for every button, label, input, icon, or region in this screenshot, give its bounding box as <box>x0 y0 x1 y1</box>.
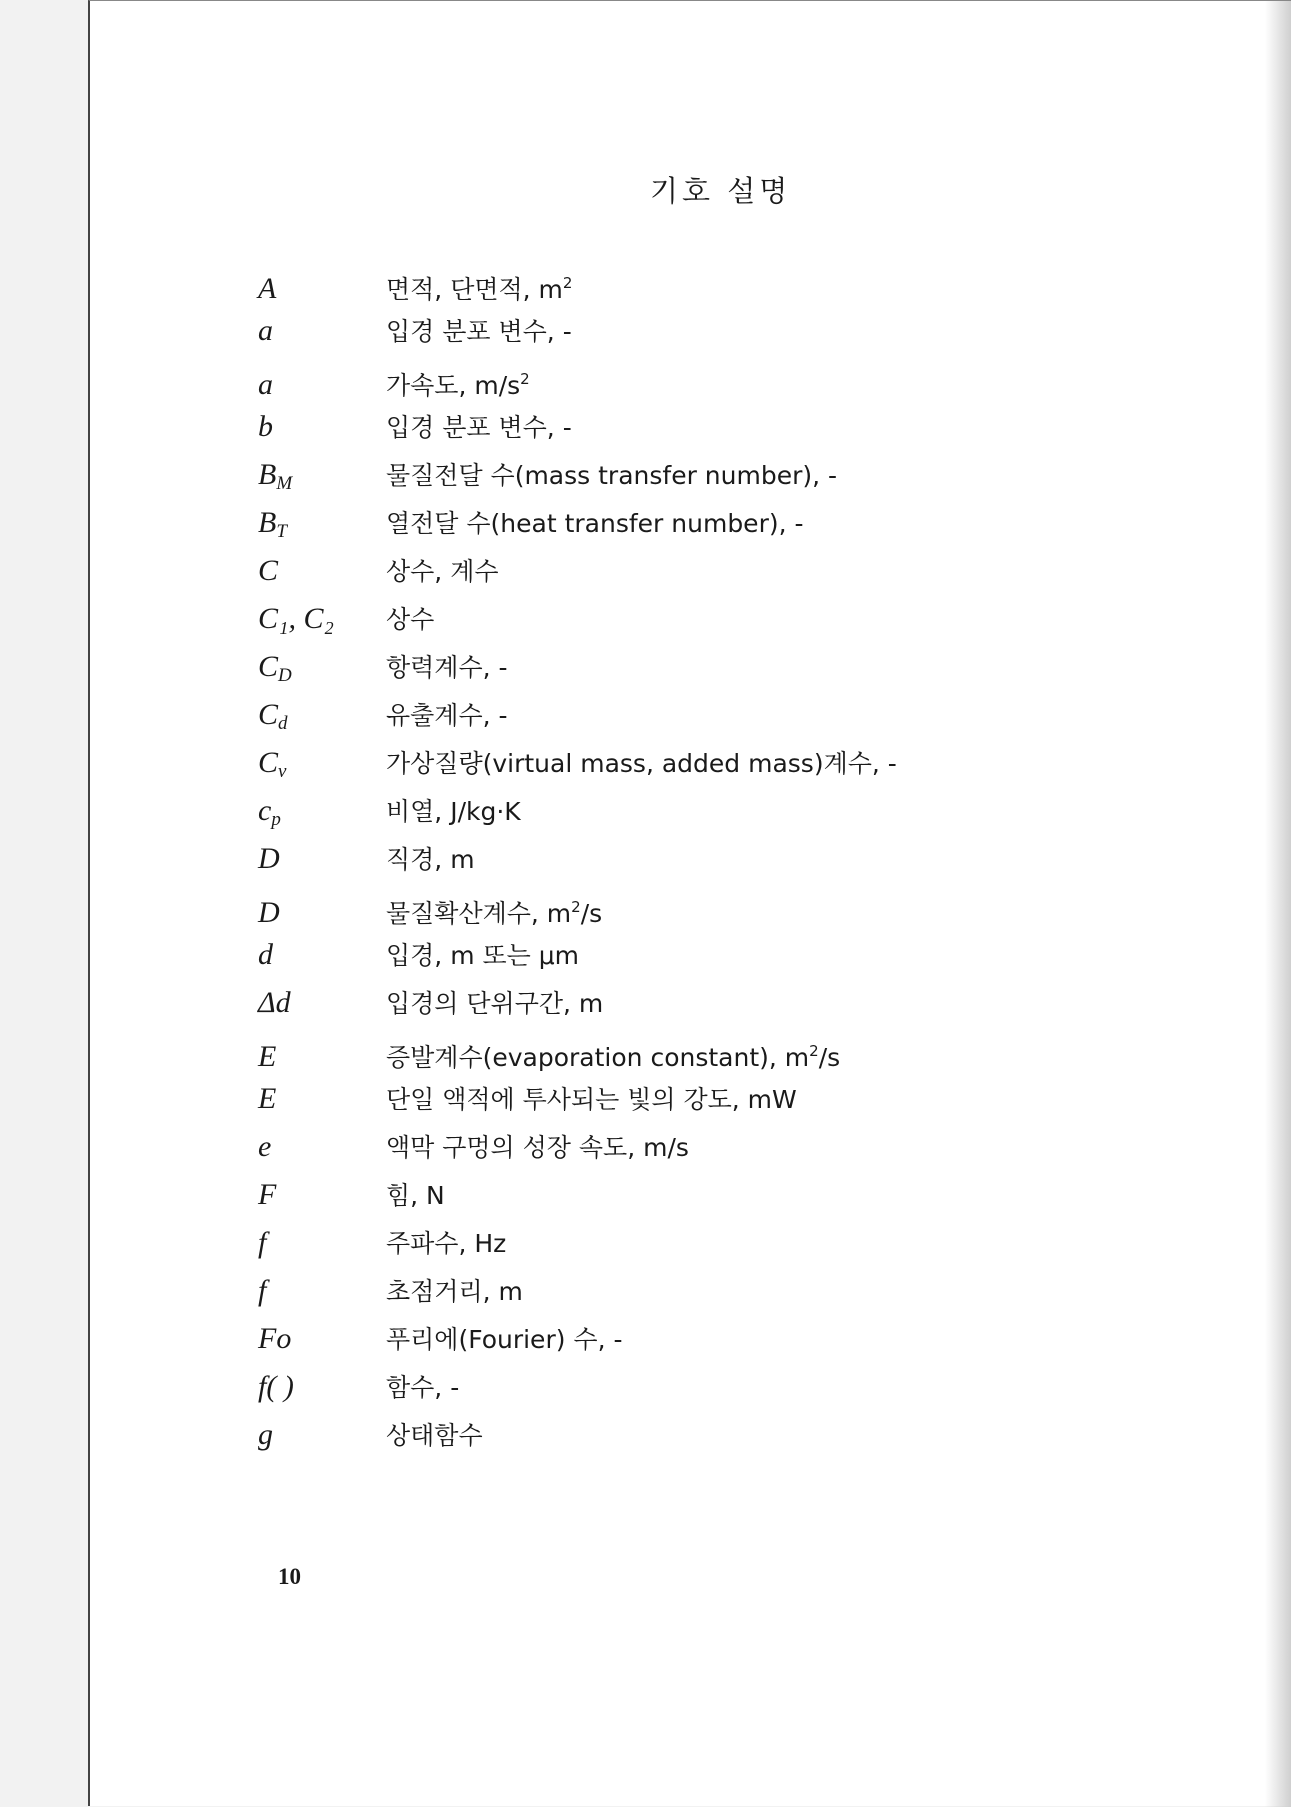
symbol-subscript: D <box>278 665 292 686</box>
description-text: 유출계수, - <box>386 701 508 730</box>
symbol-main: d <box>258 938 273 971</box>
symbol-main: C <box>258 554 279 587</box>
symbol <box>258 647 386 696</box>
symbol <box>258 1175 386 1215</box>
description-text: 입경 분포 변수, - <box>386 413 572 442</box>
symbol-row <box>258 503 897 551</box>
symbol-description <box>386 1416 483 1456</box>
page-edge-shadow <box>1265 1 1291 1807</box>
symbol-main: e <box>258 1130 272 1163</box>
symbol-row <box>258 359 897 407</box>
symbol-row <box>258 935 897 983</box>
symbol <box>258 893 386 933</box>
description-text: 상수 <box>386 605 435 634</box>
symbol <box>258 1127 386 1167</box>
symbol-main: C <box>258 650 279 683</box>
description-text: 열전달 수(heat transfer number), - <box>386 509 804 538</box>
symbol-row <box>258 1223 897 1271</box>
description-text: 면적, 단면적, m <box>386 275 563 304</box>
symbol-row <box>258 1031 897 1079</box>
symbol-row <box>258 407 897 455</box>
symbol <box>258 935 386 975</box>
symbol-subscript: d <box>278 713 288 734</box>
description-text: 물질전달 수(mass transfer number), - <box>386 461 838 490</box>
symbol-main: C₁, C₂ <box>258 602 334 635</box>
description-text: 주파수, Hz <box>386 1229 507 1258</box>
description-text: 가상질량(virtual mass, added mass)계수, - <box>386 749 897 778</box>
symbol <box>258 1079 386 1119</box>
symbol-row <box>258 1319 897 1367</box>
description-text: 입경, m 또는 μm <box>386 941 579 970</box>
description-text: 물질확산계수, m <box>386 899 572 928</box>
symbol-description <box>386 936 579 976</box>
symbol <box>258 1037 386 1077</box>
symbol-main: Fo <box>258 1322 292 1355</box>
symbol-description <box>386 1080 797 1120</box>
symbol <box>258 455 386 504</box>
page-title: 기호 설명 <box>650 174 792 208</box>
symbol-description <box>386 648 508 688</box>
symbol <box>258 365 386 405</box>
symbol-description <box>386 1176 445 1216</box>
symbol <box>258 599 386 639</box>
symbol-row <box>258 791 897 839</box>
symbol <box>258 839 386 879</box>
symbol-subscript: p <box>271 809 281 830</box>
symbol-main: f( ) <box>258 1370 294 1403</box>
symbol-main: D <box>258 842 280 875</box>
symbol-row <box>258 551 897 599</box>
symbol-main: f <box>258 1226 267 1259</box>
symbol-row <box>258 1415 897 1463</box>
description-text: 푸리에(Fourier) 수, - <box>386 1325 623 1354</box>
symbol-description <box>386 1128 689 1168</box>
symbol-description <box>386 456 837 496</box>
symbol-subscript: v <box>278 761 287 782</box>
symbol <box>258 1415 386 1455</box>
symbol-row <box>258 839 897 887</box>
symbol-description <box>386 552 499 592</box>
symbol <box>258 311 386 351</box>
unit-exponent: 2 <box>562 274 573 292</box>
symbol <box>258 269 386 309</box>
unit-exponent: 2 <box>571 898 581 916</box>
symbol-subscript: T <box>276 521 287 542</box>
symbol <box>258 1319 386 1359</box>
symbol-description <box>386 1224 506 1264</box>
symbol-main: E <box>258 1082 277 1115</box>
symbol-row <box>258 1175 897 1223</box>
symbol-main: E <box>258 1040 277 1073</box>
symbol-description <box>386 696 508 736</box>
description-text: 증발계수(evaporation constant), m <box>386 1043 810 1072</box>
symbol-row <box>258 1367 897 1415</box>
symbol-description <box>386 408 572 448</box>
description-text: 단일 액적에 투사되는 빛의 강도, mW <box>386 1085 797 1114</box>
symbol-description <box>386 1031 840 1078</box>
symbol-main: c <box>258 794 272 827</box>
symbol-description <box>386 984 603 1024</box>
unit-tail: /s <box>580 899 603 928</box>
symbol-row <box>258 1079 897 1127</box>
symbol-row <box>258 455 897 503</box>
symbol <box>258 1367 386 1407</box>
symbol-description <box>386 600 434 640</box>
symbol-description <box>386 1368 459 1408</box>
page-number: 10 <box>278 1564 301 1589</box>
symbol-description <box>386 312 572 352</box>
unit-tail: /s <box>818 1043 841 1072</box>
symbol <box>258 407 386 447</box>
symbol-description <box>386 1272 523 1312</box>
unit-exponent: 2 <box>809 1042 819 1060</box>
description-text: 입경 분포 변수, - <box>386 317 572 346</box>
symbol-list <box>258 263 897 1463</box>
symbol-description <box>386 504 804 544</box>
symbol <box>258 695 386 744</box>
description-text: 항력계수, - <box>386 653 508 682</box>
symbol-main: A <box>258 272 277 305</box>
symbol-description <box>386 840 475 880</box>
symbol-row <box>258 743 897 791</box>
symbol-main: C <box>258 746 279 779</box>
symbol-description <box>386 744 897 784</box>
symbol-description <box>386 263 572 310</box>
symbol-row <box>258 983 897 1031</box>
symbol-subscript: M <box>276 473 293 494</box>
symbol-main: a <box>258 314 273 347</box>
symbol-main: F <box>258 1178 277 1211</box>
description-text: 상태함수 <box>386 1421 483 1450</box>
symbol-description <box>386 359 530 406</box>
symbol-row <box>258 599 897 647</box>
symbol-description <box>386 1320 622 1360</box>
symbol <box>258 743 386 792</box>
symbol-row <box>258 695 897 743</box>
description-text: 가속도, m/s <box>386 371 521 400</box>
symbol-main: B <box>258 458 277 491</box>
symbol <box>258 1271 386 1311</box>
symbol <box>258 551 386 591</box>
symbol-row <box>258 263 897 311</box>
symbol-main: Δd <box>258 986 291 1019</box>
symbol-row <box>258 647 897 695</box>
symbol-row <box>258 887 897 935</box>
symbol-main: D <box>258 896 280 929</box>
description-text: 힘, N <box>386 1181 445 1210</box>
description-text: 직경, m <box>386 845 475 874</box>
symbol-row <box>258 1271 897 1319</box>
description-text: 입경의 단위구간, m <box>386 989 604 1018</box>
symbol-main: C <box>258 698 279 731</box>
description-text: 초점거리, m <box>386 1277 523 1306</box>
symbol-main: g <box>258 1418 273 1451</box>
symbol-main: b <box>258 410 273 443</box>
description-text: 비열, J/kg·K <box>386 797 521 826</box>
symbol-main: f <box>258 1274 267 1307</box>
symbol <box>258 503 386 552</box>
description-text: 함수, - <box>386 1373 460 1402</box>
symbol <box>258 1223 386 1263</box>
symbol <box>258 983 386 1023</box>
document-page <box>88 0 1291 1806</box>
symbol-row <box>258 311 897 359</box>
symbol-row <box>258 1127 897 1175</box>
symbol-description <box>386 792 521 832</box>
symbol-description <box>386 887 602 934</box>
description-text: 액막 구멍의 성장 속도, m/s <box>386 1133 689 1162</box>
symbol-main: a <box>258 368 273 401</box>
symbol <box>258 791 386 840</box>
unit-exponent: 2 <box>520 370 530 388</box>
description-text: 상수, 계수 <box>386 557 499 586</box>
symbol-main: B <box>258 506 277 539</box>
